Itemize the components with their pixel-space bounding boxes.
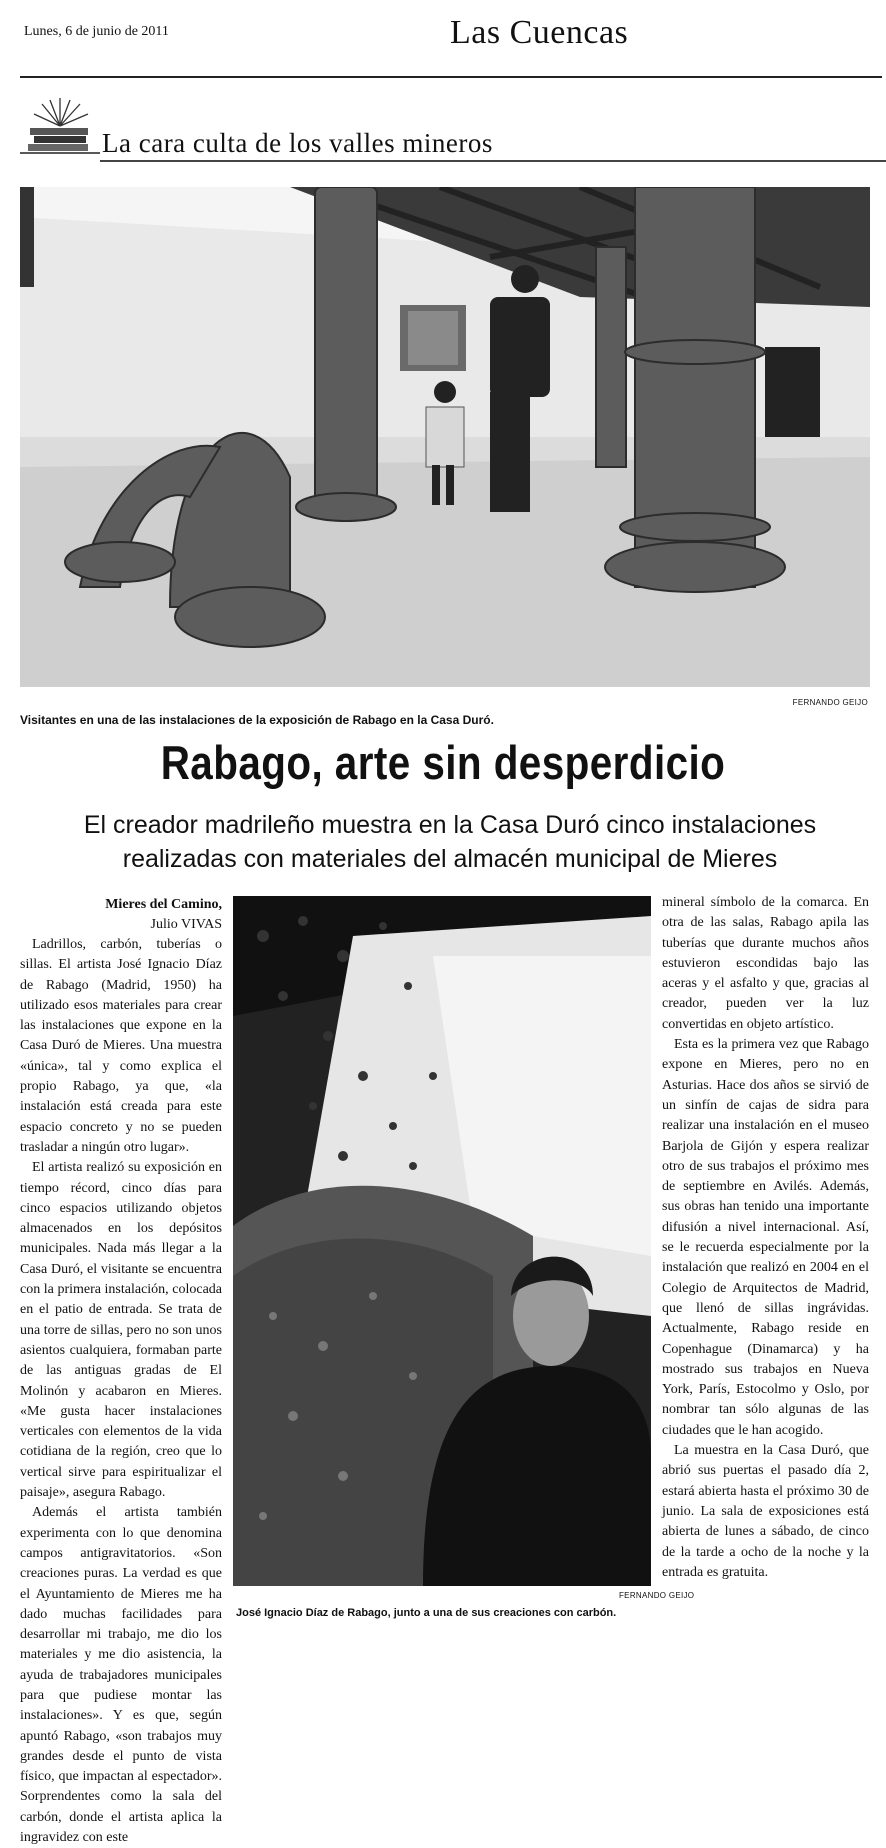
section-title: Las Cuencas [450, 14, 629, 51]
photo-credit: FERNANDO GEIJO [619, 1591, 695, 1600]
paragraph: El artista realizó su exposición en tiempo récord, cinco días para cinco espacios utilizando objetos almacenados en los depósitos municipales. Nada más llegar a la Casa Duró, el visitante se encuentra con la primera instalación, colocada en el patio de entrada. Se trata de una torre de sillas, pero no son unos asientos cualquiera, formaban parte de las antiguas gradas de El Molinón y acabaron en Mieres. «Me gusta hacer instalaciones verticales con elementos de la vida cotidiana de la región, creo que lo vertical sirve para espiritualizar el paisaje», asegura Rabago. [20, 1160, 222, 1501]
exhibition-photo [20, 187, 870, 687]
section-kicker: La cara culta de los valles mineros [102, 128, 493, 158]
dateline [20, 895, 222, 935]
headline: Rabago, arte sin desperdicio [160, 736, 726, 789]
article-column-3 [662, 893, 869, 1583]
paragraph: Además el artista también experimenta con lo que denomina campos antigravitatorios. «Son creaciones puras. La verdad es que el Ayuntamiento de Mieres me ha dado muchas facilidades para desarrollar mi trabajo, me dio los materiales y me dio asistencia, la ayuda de trabajadores municipales para que pudiese montar las instalaciones». Y es que, según apuntó Rabago, «son trabajos muy grandes desde el punto de vista físico, que impactan al espectador». Sorprendentes como la sala del carbón, donde el artista aplica la ingravidez con este [20, 1505, 222, 1846]
portrait-photo [233, 896, 651, 1586]
photo-caption: Visitantes en una de las instalaciones de la exposición de Rabago en la Casa Duró. [20, 713, 494, 727]
issue-date: Lunes, 6 de junio de 2011 [24, 24, 169, 39]
article-column-1 [20, 895, 222, 1848]
dateline-place: Mieres del Camino, [105, 897, 222, 912]
byline: Julio VIVAS [150, 917, 222, 932]
paragraph: La muestra en la Casa Duró, que abrió sus puertas el pasado día 2, estará abierta hasta el próximo 30 de junio. La sala de exposiciones está abierta de lunes a sábado, de cinco de la tarde a ocho de la noche y la entrada es gratuita. [662, 1443, 869, 1580]
kicker-rule [100, 160, 886, 162]
subheadline: El creador madrileño muestra en la Casa Duró cinco instalaciones realizadas con materiales del almacén municipal de Mieres [83, 811, 817, 873]
books-icon [20, 96, 100, 156]
masthead-rule [20, 76, 882, 78]
photo-credit: FERNANDO GEIJO [792, 698, 868, 707]
paragraph: mineral símbolo de la comarca. En otra de las salas, Rabago apila las tuberías que durante muchos años estuvieron escondidas bajo las aceras y el asfalto y que, gracias al creador, pueden ver la luz convertidas en objeto artístico. [662, 895, 869, 1032]
photo-caption: José Ignacio Díaz de Rabago, junto a una de sus creaciones con carbón. [236, 1607, 617, 1619]
paragraph: Esta es la primera vez que Rabago expone en Mieres, pero no en Asturias. Hace dos años se sirvió de un sinfín de cajas de sidra para realizar una instalación en el museo Barjola de Gijón y espera realizar otro de sus trabajos el próximo mes de septiembre en Avilés. Además, sus obras han tenido una importante difusión a nivel internacional. Así, se le recuerda especialmente por la instalación que realizó en 2004 en el Colegio de Arquitectos de Madrid, que llenó de sillas ingrávidas. Actualmente, Rabago reside en Copenhague (Dinamarca) y ha mostrado sus trabajos en Nueva York, París, Estocolmo y Oslo, por nombrar tan sólo algunas de las ciudades que le han acogido. [662, 1037, 869, 1438]
paragraph: Ladrillos, carbón, tuberías o sillas. El artista José Ignacio Díaz de Rabago (Madrid, 1950) ha utilizado esos materiales para crear las instalaciones que expone en la Casa Duró de Mieres. Una muestra «única», tal y como explica el propio Rabago, ya que, «la instalación está creada para este espacio concreto y no se pueden trasladar a ningún otro lugar». [20, 937, 222, 1155]
